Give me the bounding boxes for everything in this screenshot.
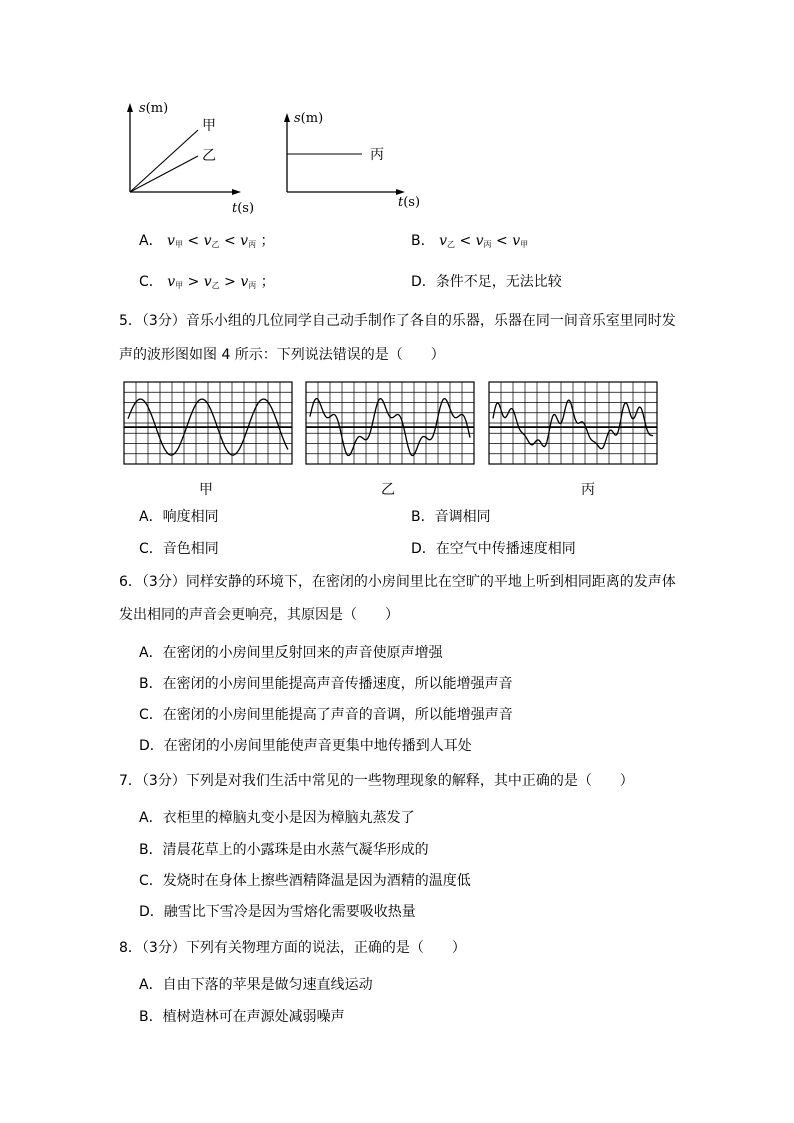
wave-label-yi: 乙: [381, 482, 395, 498]
q4-option-d[interactable]: D．条件不足，无法比较: [411, 274, 562, 290]
wave-label-jia: 甲: [199, 482, 213, 498]
label-yi: 乙: [202, 148, 216, 164]
waveform-figure: [0, 0, 1, 1]
q5-option-b[interactable]: B．音调相同: [411, 509, 491, 525]
q6-option-c[interactable]: C．在密闭的小房间里能提高了声音的音调，所以能增强声音: [139, 707, 513, 723]
label-jia: 甲: [202, 118, 216, 134]
right-y-axis-label: s(m): [294, 111, 324, 126]
q7-option-c[interactable]: C．发烧时在身体上擦些酒精降温是因为酒精的温度低: [139, 873, 471, 889]
q4-option-b[interactable]: B． $v_乙 < v_丙 < v_甲$: [411, 233, 529, 249]
q5-stem-line1: 5．（3分）音乐小组的几位同学自己动手制作了各自的乐器，乐器在同一间音乐室里同时发: [119, 313, 676, 329]
q7-option-a[interactable]: A．衣柜里的樟脑丸变小是因为樟脑丸蒸发了: [139, 810, 415, 826]
wave-panel-bing: [489, 382, 657, 464]
left-y-axis-label: s(m): [139, 101, 169, 116]
q5-stem-line2: 声的波形图如图 4 所示：下列说法错误的是（ ）: [119, 347, 445, 363]
q8-stem-line1: 8．（3分）下列有关物理方面的说法，正确的是（ ）: [119, 940, 466, 956]
q6-stem-line2: 发出相同的声音会更响亮，其原因是（ ）: [119, 607, 399, 623]
q5-option-d[interactable]: D．在空气中传播速度相同: [411, 541, 576, 557]
right-x-axis-label: t(s): [398, 195, 421, 210]
q6-option-d[interactable]: D．在密闭的小房间里能使声音更集中地传播到人耳处: [139, 738, 472, 754]
q6-option-a[interactable]: A．在密闭的小房间里反射回来的声音使原声增强: [139, 645, 443, 661]
q5-option-a[interactable]: A．响度相同: [139, 509, 219, 525]
q6-stem-line1: 6．（3分）同样安静的环境下，在密闭的小房间里比在空旷的平地上听到相同距离的发声体: [119, 574, 676, 590]
wave-panel-yi: [306, 382, 474, 464]
q6-option-b[interactable]: B．在密闭的小房间里能提高声音传播速度，所以能增强声音: [139, 676, 513, 692]
q8-option-a[interactable]: A．自由下落的苹果是做匀速直线运动: [139, 977, 373, 993]
wave-label-bing: 丙: [581, 482, 595, 498]
q4-option-a[interactable]: A． $v_甲 < v_乙 < v_丙$ ；: [139, 233, 275, 249]
label-bing: 丙: [370, 147, 384, 163]
wave-panel-jia: [124, 382, 292, 464]
q4-option-c[interactable]: C． $v_甲 > v_乙 > v_丙$ ；: [139, 274, 275, 290]
q7-option-d[interactable]: D．融雪比下雪冷是因为雪熔化需要吸收热量: [139, 904, 416, 920]
q5-option-c[interactable]: C．音色相同: [139, 541, 219, 557]
q7-option-b[interactable]: B．清晨花草上的小露珠是由水蒸气凝华形成的: [139, 842, 429, 858]
q7-stem-line1: 7．（3分）下列是对我们生活中常见的一些物理现象的解释，其中正确的是（ ）: [119, 773, 634, 789]
q8-option-b[interactable]: B．植树造林可在声源处减弱噪声: [139, 1009, 345, 1025]
left-x-axis-label: t(s): [232, 201, 255, 216]
